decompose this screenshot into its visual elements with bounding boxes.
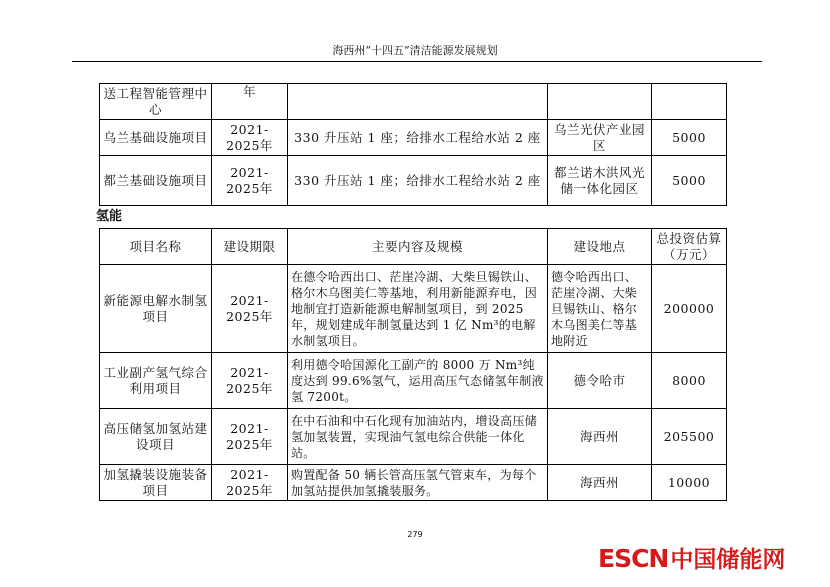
project-period: 2021-2025年 [212, 409, 288, 465]
project-content: 330 升压站 1 座；给排水工程给水站 2 座 [288, 156, 548, 206]
section-title: 氢能 [96, 209, 123, 224]
table-row [100, 409, 727, 465]
project-location: 海西州 [548, 465, 652, 501]
table-row [100, 84, 727, 120]
project-period: 年 [212, 84, 288, 120]
project-investment [652, 84, 727, 120]
project-name: 乌兰基础设施项目 [100, 120, 212, 156]
project-investment: 5000 [652, 156, 727, 206]
table-row [100, 156, 727, 206]
project-name: 高压储氢加氢站建设项目 [100, 409, 212, 465]
project-period: 2021-2025年 [212, 353, 288, 409]
project-content: 购置配备 50 辆长管高压氢气管束车，为每个加氢站提供加氢撬装服务。 [288, 465, 548, 501]
project-period: 2021-2025年 [212, 156, 288, 206]
column-header: 建设期限 [212, 229, 288, 265]
project-name: 加氢撬装设施装备项目 [100, 465, 212, 501]
project-name: 都兰基础设施项目 [100, 156, 212, 206]
table-row [100, 265, 727, 353]
hydrogen-table [99, 228, 727, 501]
header-divider [72, 61, 762, 62]
page-number: 279 [407, 530, 423, 539]
project-investment: 8000 [652, 353, 727, 409]
page-header-title: 海西州“十四五”清洁能源发展规划 [332, 44, 498, 57]
project-name: 新能源电解水制氢项目 [100, 265, 212, 353]
project-content: 330 升压站 1 座；给排水工程给水站 2 座 [288, 120, 548, 156]
project-content: 在德令哈西出口、茫崖冷湖、大柴旦锡铁山、格尔木乌图美仁等基地，利用新能源弃电，因地制宜打造新能源电解制氢项目，到 2025 年，规划建成年制氢量达到 1 亿 Nm³的电解水制氢项目。 [288, 265, 548, 353]
project-location: 海西州 [548, 409, 652, 465]
column-header: 项目名称 [100, 229, 212, 265]
project-investment: 10000 [652, 465, 727, 501]
table-row [100, 120, 727, 156]
column-header: 主要内容及规模 [288, 229, 548, 265]
project-name: 送工程智能管理中心 [100, 84, 212, 120]
column-header: 建设地点 [548, 229, 652, 265]
project-investment: 5000 [652, 120, 727, 156]
project-period: 2021-2025年 [212, 265, 288, 353]
project-location: 乌兰光伏产业园区 [548, 120, 652, 156]
project-location: 德令哈市 [548, 353, 652, 409]
table-header-row [100, 229, 727, 265]
project-investment: 200000 [652, 265, 727, 353]
project-period: 2021-2025年 [212, 465, 288, 501]
project-location [548, 84, 652, 120]
table-row [100, 353, 727, 409]
project-content [288, 84, 548, 120]
table-row [100, 465, 727, 501]
column-header: 总投资估算（万元） [652, 229, 727, 265]
project-content: 利用德令哈国源化工副产的 8000 万 Nm³纯度达到 99.6%氢气，运用高压气态储氢年制液氢 7200t。 [288, 353, 548, 409]
project-location: 都兰诺木洪风光储一体化园区 [548, 156, 652, 206]
project-location: 德令哈西出口、茫崖冷湖、大柴旦锡铁山、格尔木乌图美仁等基地附近 [548, 265, 652, 353]
project-investment: 205500 [652, 409, 727, 465]
project-period: 2021-2025年 [212, 120, 288, 156]
project-name: 工业副产氢气综合利用项目 [100, 353, 212, 409]
escn-watermark-logo: ESCN中国储能网 [598, 544, 786, 573]
infrastructure-table [99, 83, 727, 206]
project-content: 在中石油和中石化现有加油站内，增设高压储氢加氢装置，实现油气氢电综合供能一体化站。 [288, 409, 548, 465]
